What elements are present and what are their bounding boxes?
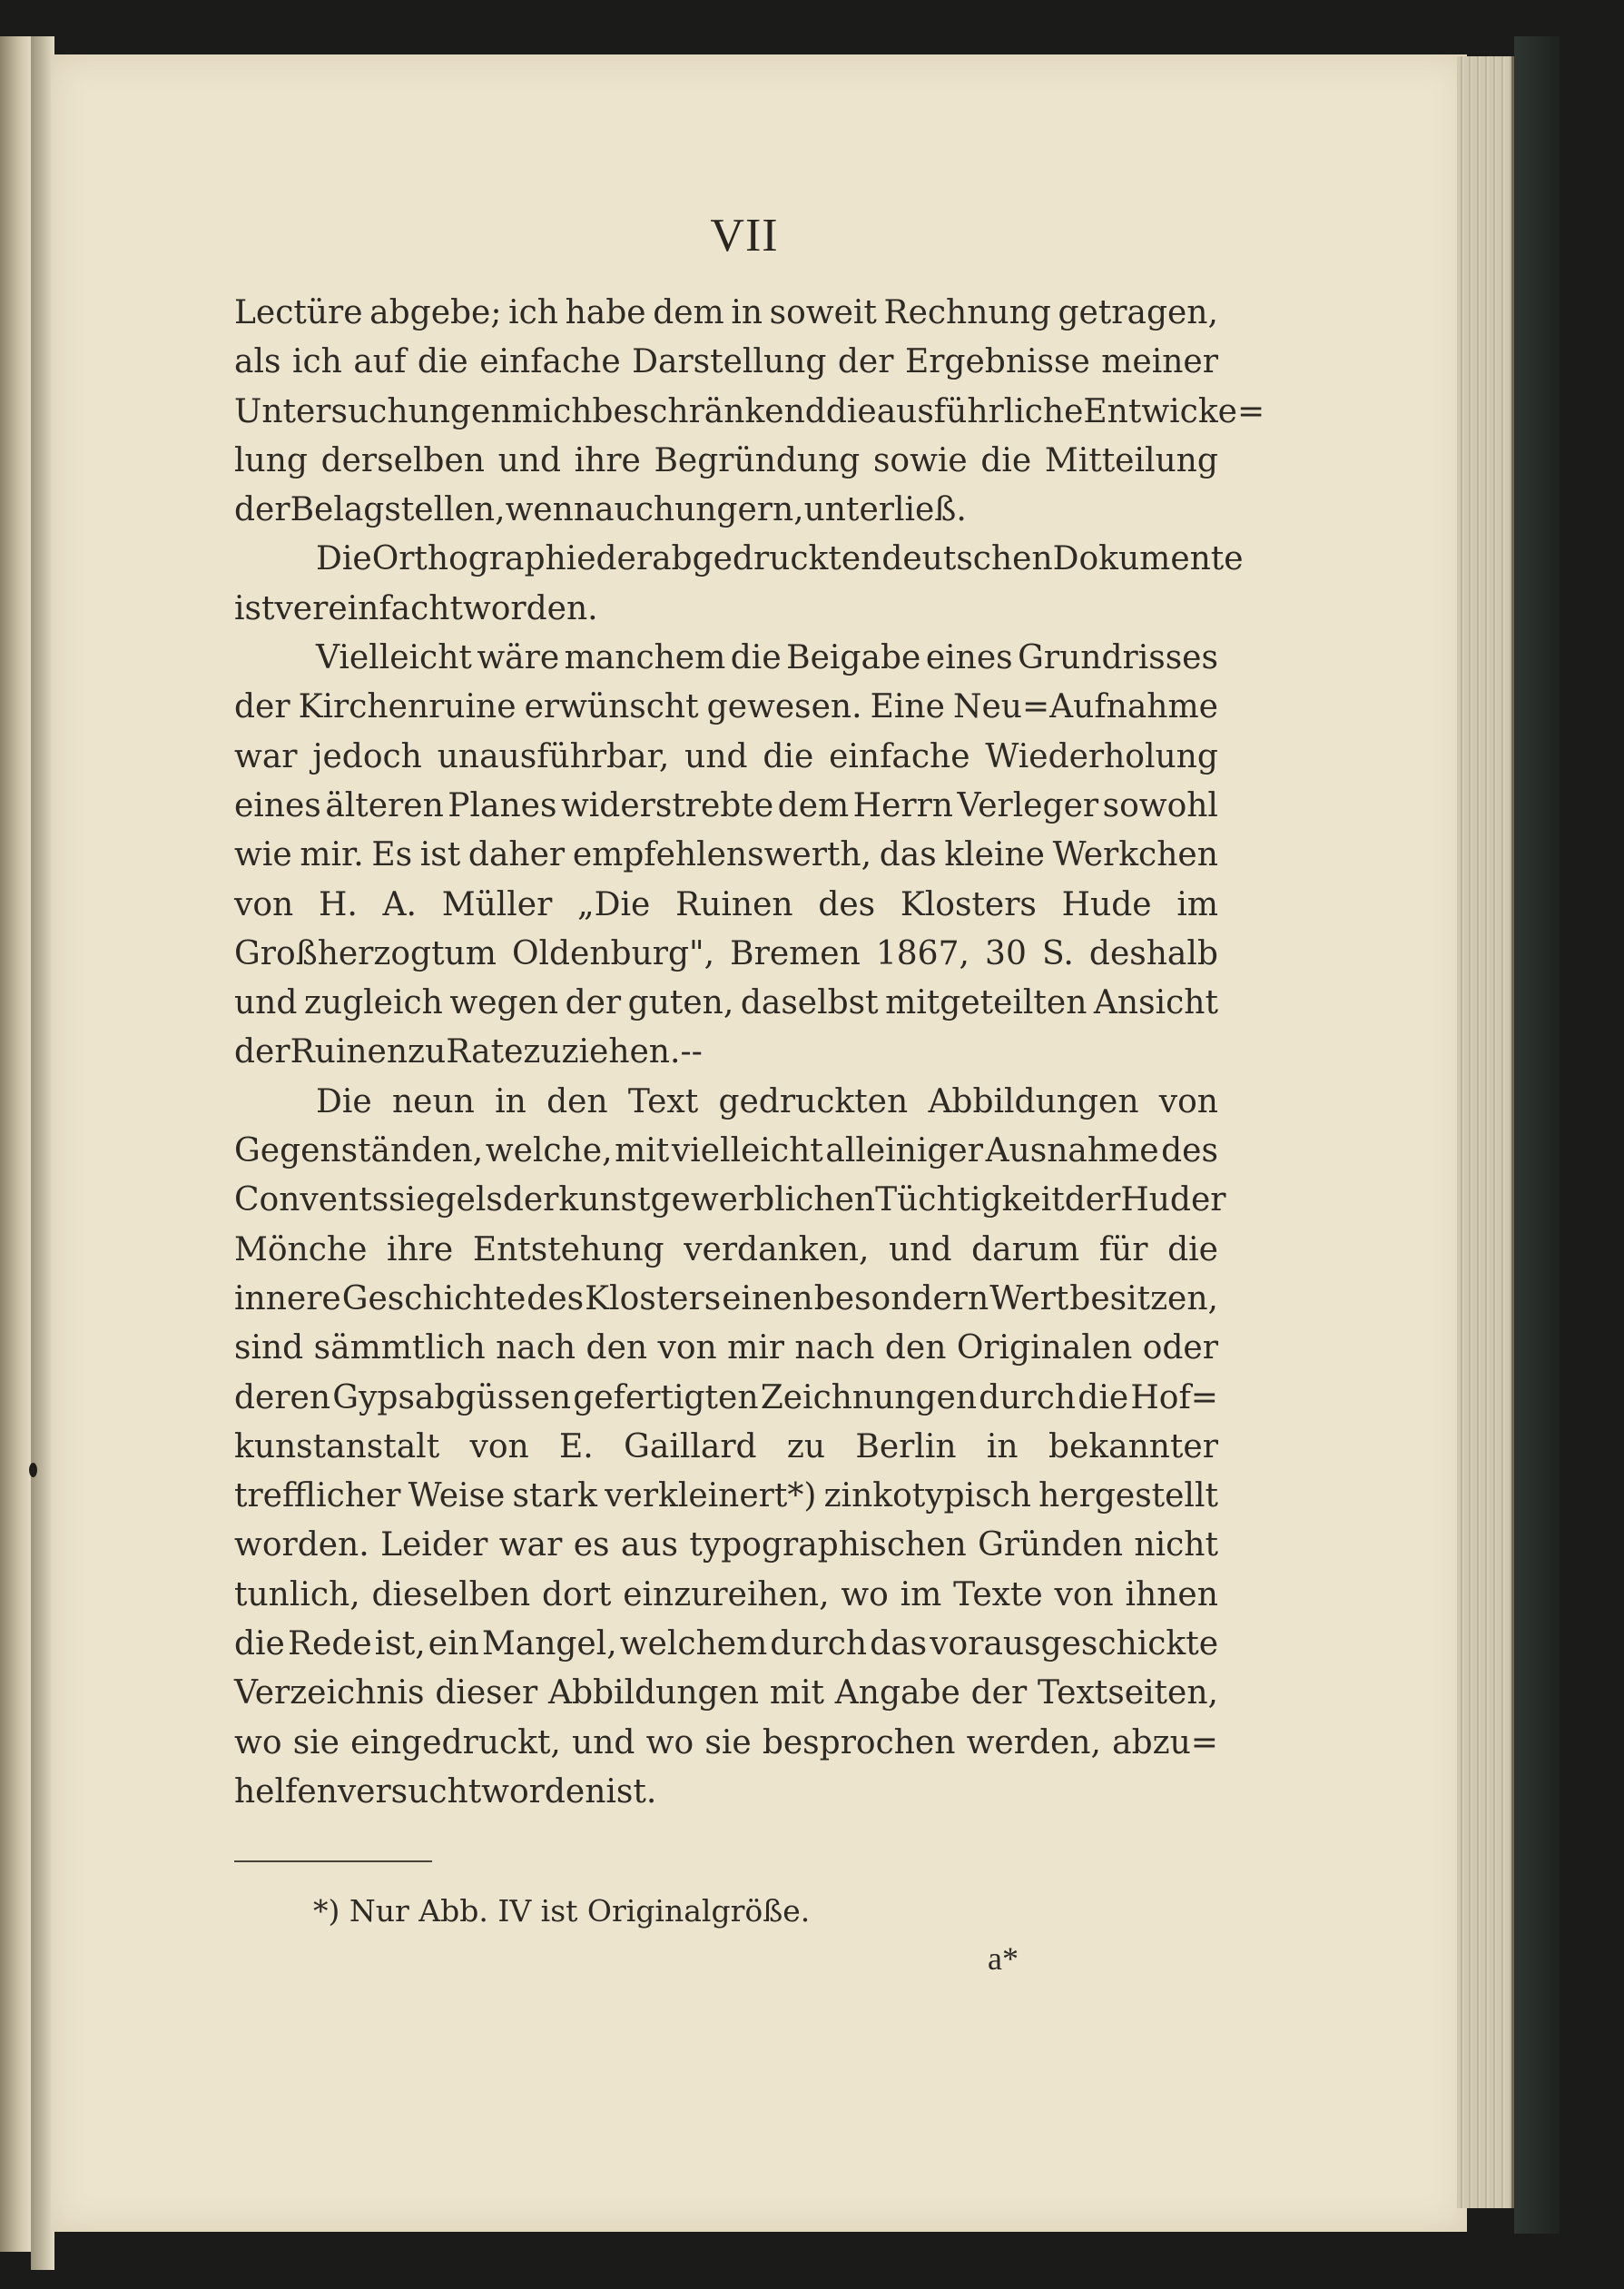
word: des (527, 1279, 585, 1317)
word: Verzeichnis (234, 1674, 425, 1712)
text-line (234, 881, 1218, 930)
word: in (495, 1082, 527, 1120)
word: Großherzogtum (234, 934, 497, 972)
word: dieselben (371, 1575, 531, 1613)
word: einen (722, 1279, 813, 1317)
word: sie (292, 1723, 340, 1761)
previous-page-edge (0, 36, 31, 2252)
word: mich (511, 392, 593, 430)
word: ist. (605, 1772, 657, 1810)
word: 1867, (875, 934, 969, 972)
word: ziehen. (561, 1033, 681, 1071)
word: trefflicher (234, 1477, 401, 1515)
text-line (234, 1669, 1218, 1718)
word: Ruinen (290, 1033, 408, 1071)
text-line (234, 930, 1218, 979)
word: das (870, 1625, 928, 1663)
word: versucht (337, 1772, 482, 1810)
word: Text (627, 1082, 699, 1120)
word: der (565, 984, 622, 1022)
word: ungern, (674, 491, 804, 529)
word: mit (615, 1132, 670, 1170)
word: in (731, 294, 763, 331)
word: abgedruckten (652, 540, 882, 578)
word: ein (428, 1625, 479, 1663)
word: Mangel, (481, 1625, 617, 1663)
word: darum (971, 1230, 1080, 1268)
word: der (234, 688, 290, 726)
word: ist (419, 836, 461, 874)
word: welchem (619, 1625, 768, 1663)
word: das (879, 836, 937, 874)
word: war (234, 737, 298, 775)
word: den (884, 1329, 947, 1367)
word: und (572, 1723, 635, 1761)
word: hergestellt (1038, 1477, 1218, 1515)
word: der (1064, 1181, 1121, 1219)
word: Hude (1061, 885, 1152, 923)
word: und (234, 984, 298, 1022)
word: Leider (380, 1526, 488, 1564)
word: „Die (577, 885, 651, 923)
word: gewesen. (706, 688, 862, 726)
word: des (818, 885, 876, 923)
word: dieser (435, 1674, 538, 1712)
word: ist (234, 589, 275, 627)
body-text (234, 289, 1265, 1817)
word: dort (541, 1575, 612, 1613)
footnote: *) Nur Abb. IV ist Originalgröße. (313, 1893, 811, 1929)
word: Darstellung (632, 343, 827, 381)
word: wo (645, 1723, 694, 1761)
word: innere (234, 1279, 341, 1317)
word: habe (565, 294, 646, 331)
word: Grundrisses (1018, 639, 1218, 677)
word: Begründung (654, 441, 861, 479)
word: Entwicke= (1083, 392, 1265, 430)
word: Kirchenruine (298, 688, 517, 726)
word: soweit (769, 294, 877, 331)
word: S. (1041, 934, 1074, 972)
word: Werkchen (1052, 836, 1218, 874)
word: gefertigten (573, 1378, 759, 1416)
word: welche, (485, 1132, 613, 1170)
word: Huder (1120, 1181, 1226, 1219)
text-line (234, 733, 1218, 782)
word: von (469, 1427, 529, 1465)
word: des (1161, 1132, 1218, 1170)
word: daselbst (740, 984, 879, 1022)
text-line (234, 1226, 1218, 1275)
word: im (1176, 885, 1218, 923)
word: worden. (234, 1526, 369, 1564)
word: verkleinert*) (605, 1477, 817, 1515)
word: Beigabe (786, 639, 921, 677)
word: Texte (953, 1575, 1043, 1613)
word: die (825, 392, 877, 430)
word: die (234, 1625, 285, 1663)
word: 30 (985, 934, 1027, 972)
word: wenn (505, 491, 595, 529)
word: lung (234, 441, 308, 479)
word: ausführliche (876, 392, 1084, 430)
word: zu (523, 1033, 562, 1071)
word: helfen (234, 1772, 338, 1810)
word: Ansicht (1093, 984, 1218, 1022)
word: einzureihen, (623, 1575, 830, 1613)
text-line (234, 1571, 1218, 1620)
word: Abbildungen (547, 1674, 760, 1712)
word: Berlin (855, 1427, 957, 1465)
word: sämmtlich (313, 1329, 486, 1367)
word: von (234, 885, 294, 923)
word: sowie (872, 441, 968, 479)
text-line (234, 535, 1244, 584)
word: gedruckten (718, 1082, 909, 1120)
word: sie (704, 1723, 752, 1761)
text-line (234, 338, 1218, 387)
word: empfehlenswerth, (572, 836, 872, 874)
word: einfache (829, 737, 970, 775)
word: Die (316, 540, 372, 578)
word: E. (559, 1427, 594, 1465)
text-line (234, 1324, 1218, 1373)
word: Die (316, 1082, 372, 1120)
word: den (546, 1082, 608, 1120)
word: alleiniger (825, 1132, 983, 1170)
word: durch (979, 1378, 1077, 1416)
text-line (234, 1078, 1218, 1127)
word: auf (353, 343, 407, 381)
word: und (684, 737, 748, 775)
word: deren (234, 1378, 331, 1416)
word: die (980, 441, 1032, 479)
word: die (1167, 1230, 1218, 1268)
word: getragen, (1058, 294, 1218, 331)
word: unausführbar, (437, 737, 670, 775)
book-cover-edge (1514, 36, 1560, 2234)
word: Verleger (957, 786, 1099, 824)
word: eines (234, 786, 321, 824)
text-line (234, 1768, 1218, 1817)
word: -- (680, 1033, 703, 1071)
word: älteren (325, 786, 444, 824)
word: Abbildungen (928, 1082, 1139, 1120)
word: abgebe; (369, 294, 502, 331)
word: dem (777, 786, 850, 824)
word: und (889, 1230, 952, 1268)
word: Gypsabgüssen (332, 1378, 572, 1416)
text-line (234, 1275, 1218, 1324)
word: besprochen (762, 1723, 956, 1761)
word: jedoch (312, 737, 422, 775)
page-number: VII (710, 210, 779, 261)
text-line (234, 585, 1218, 634)
word: meiner (1101, 343, 1218, 381)
word: neun (391, 1082, 475, 1120)
word: Rede (287, 1625, 372, 1663)
text-line (234, 1028, 1218, 1077)
word: Gegenständen, (234, 1132, 484, 1170)
word: Gründen (978, 1526, 1123, 1564)
word: mit (769, 1674, 824, 1712)
word: vereinfacht (274, 589, 463, 627)
word: von (1054, 1575, 1114, 1613)
word: werden, (966, 1723, 1101, 1761)
word: in (986, 1427, 1019, 1465)
word: Bremen (730, 934, 861, 972)
word: A. (382, 885, 417, 923)
word: Ruinen (675, 885, 793, 923)
word: bekannter (1048, 1427, 1218, 1465)
footnote-rule (234, 1860, 432, 1862)
word: Ausnahme (985, 1132, 1159, 1170)
word: aus (620, 1526, 679, 1564)
word: worden (481, 1772, 606, 1810)
signature-mark: a* (988, 1940, 1019, 1977)
word: Herrn (852, 786, 953, 824)
word: Textseiten, (1037, 1674, 1218, 1712)
word: Rate (446, 1033, 524, 1071)
word: Müller (441, 885, 553, 923)
word: der (837, 343, 894, 381)
word: dem (653, 294, 724, 331)
word: Mönche (234, 1230, 368, 1268)
word: durch (770, 1625, 868, 1663)
word: Neu=Aufnahme (953, 688, 1218, 726)
word: manchem (564, 639, 726, 677)
word: sowohl (1102, 786, 1218, 824)
word: ihre (386, 1230, 454, 1268)
word: oder (1142, 1329, 1218, 1367)
word: guten, (627, 984, 734, 1022)
word: von (657, 1329, 717, 1367)
word: sind (234, 1329, 304, 1367)
word: wegen (449, 984, 559, 1022)
word: ihnen (1125, 1575, 1218, 1613)
text-line (234, 1423, 1218, 1472)
word: mitgeteilten (885, 984, 1088, 1022)
word: typographischen (689, 1526, 967, 1564)
word: die (417, 343, 468, 381)
word: worden. (462, 589, 598, 627)
word: wo (841, 1575, 889, 1613)
word: Weise (408, 1477, 506, 1515)
word: Conventssiegels (234, 1181, 503, 1219)
word: Tüchtigkeit (875, 1181, 1065, 1219)
word: eines (925, 639, 1013, 677)
word: auch (595, 491, 675, 529)
word: Wiederholung (985, 737, 1218, 775)
word: ist, (374, 1625, 426, 1663)
text-line (234, 831, 1218, 880)
word: wo (234, 1723, 282, 1761)
word: zu (408, 1033, 447, 1071)
word: kleine (944, 836, 1045, 874)
word: kunstanstalt (234, 1427, 440, 1465)
word: eingedruckt, (350, 1723, 561, 1761)
word: für (1098, 1230, 1148, 1268)
text-line (234, 1719, 1218, 1768)
word: kunstgewerblichen (558, 1181, 876, 1219)
word: Es (371, 836, 413, 874)
word: mir. (300, 836, 364, 874)
word: nach (794, 1329, 875, 1367)
word: Wert (989, 1279, 1069, 1317)
word: Planes (448, 786, 557, 824)
word: Angabe (834, 1674, 960, 1712)
word: als (234, 343, 281, 381)
word: die (730, 639, 782, 677)
word: der (970, 1674, 1028, 1712)
word: Entstehung (472, 1230, 664, 1268)
word: tunlich, (234, 1575, 360, 1613)
word: Orthographie (371, 540, 596, 578)
word: und (497, 441, 561, 479)
word: Oldenburg", (511, 934, 715, 972)
word: wäre (477, 639, 560, 677)
word: Lectüre (234, 294, 363, 331)
word: Geschichte (341, 1279, 527, 1317)
word: Originalen (956, 1329, 1133, 1367)
word: im (900, 1575, 942, 1613)
word: zu (786, 1427, 826, 1465)
text-line (234, 1176, 1226, 1225)
word: erwünscht (524, 688, 699, 726)
word: Zeichnungen (760, 1378, 978, 1416)
text-line (234, 683, 1218, 732)
word: war (498, 1526, 563, 1564)
word: den (586, 1329, 648, 1367)
word: beschränkend (592, 392, 826, 430)
word: wie (234, 836, 292, 874)
text-line (234, 1127, 1218, 1176)
word: der (234, 1033, 290, 1071)
text-line (234, 1620, 1218, 1669)
text-line (234, 388, 1265, 437)
text-line (234, 634, 1218, 683)
word: Untersuchungen (234, 392, 512, 430)
word: besitzen, (1069, 1279, 1218, 1317)
word: deutschen (881, 540, 1053, 578)
word: derselben (320, 441, 485, 479)
word: widerstrebte (560, 786, 774, 824)
word: Rechnung (883, 294, 1051, 331)
text-line (234, 486, 1218, 535)
word: unterließ. (803, 491, 967, 529)
word: vielleicht (671, 1132, 823, 1170)
word: einfache (479, 343, 621, 381)
word: besondern (813, 1279, 989, 1317)
word: Belagstellen, (290, 491, 506, 529)
word: deshalb (1088, 934, 1218, 972)
ink-spot (29, 1463, 37, 1477)
word: ihre (574, 441, 641, 479)
word: von (1158, 1082, 1218, 1120)
word: Mitteilung (1044, 441, 1218, 479)
word: vorausgeschickte (930, 1625, 1218, 1663)
word: nach (496, 1329, 576, 1367)
text-line (234, 289, 1218, 338)
text-line (234, 782, 1218, 831)
word: Klosters (900, 885, 1037, 923)
page-stack-edges (1457, 56, 1514, 2208)
text-line (234, 1521, 1218, 1570)
word: Dokumente (1052, 540, 1244, 578)
word: Klosters (585, 1279, 722, 1317)
word: zinkotypisch (823, 1477, 1031, 1515)
word: der (502, 1181, 559, 1219)
word: zugleich (303, 984, 443, 1022)
text-line (234, 979, 1218, 1028)
word: Gaillard (624, 1427, 757, 1465)
word: es (573, 1526, 610, 1564)
word: H. (318, 885, 358, 923)
word: verdanken, (684, 1230, 870, 1268)
word: daher (468, 836, 566, 874)
word: stark (512, 1477, 597, 1515)
word: ich (508, 294, 558, 331)
word: abzu= (1112, 1723, 1218, 1761)
word: nicht (1134, 1526, 1218, 1564)
word: der (234, 491, 290, 529)
word: der (595, 540, 653, 578)
word: ich (291, 343, 342, 381)
word: die (1078, 1378, 1129, 1416)
word: die (763, 737, 814, 775)
text-line (234, 437, 1218, 486)
word: Vielleicht (316, 639, 472, 677)
text-line (234, 1374, 1218, 1423)
word: Ergebnisse (904, 343, 1090, 381)
text-line (234, 1472, 1218, 1521)
word: Hof= (1130, 1378, 1218, 1416)
word: mir (727, 1329, 784, 1367)
word: Eine (870, 688, 945, 726)
